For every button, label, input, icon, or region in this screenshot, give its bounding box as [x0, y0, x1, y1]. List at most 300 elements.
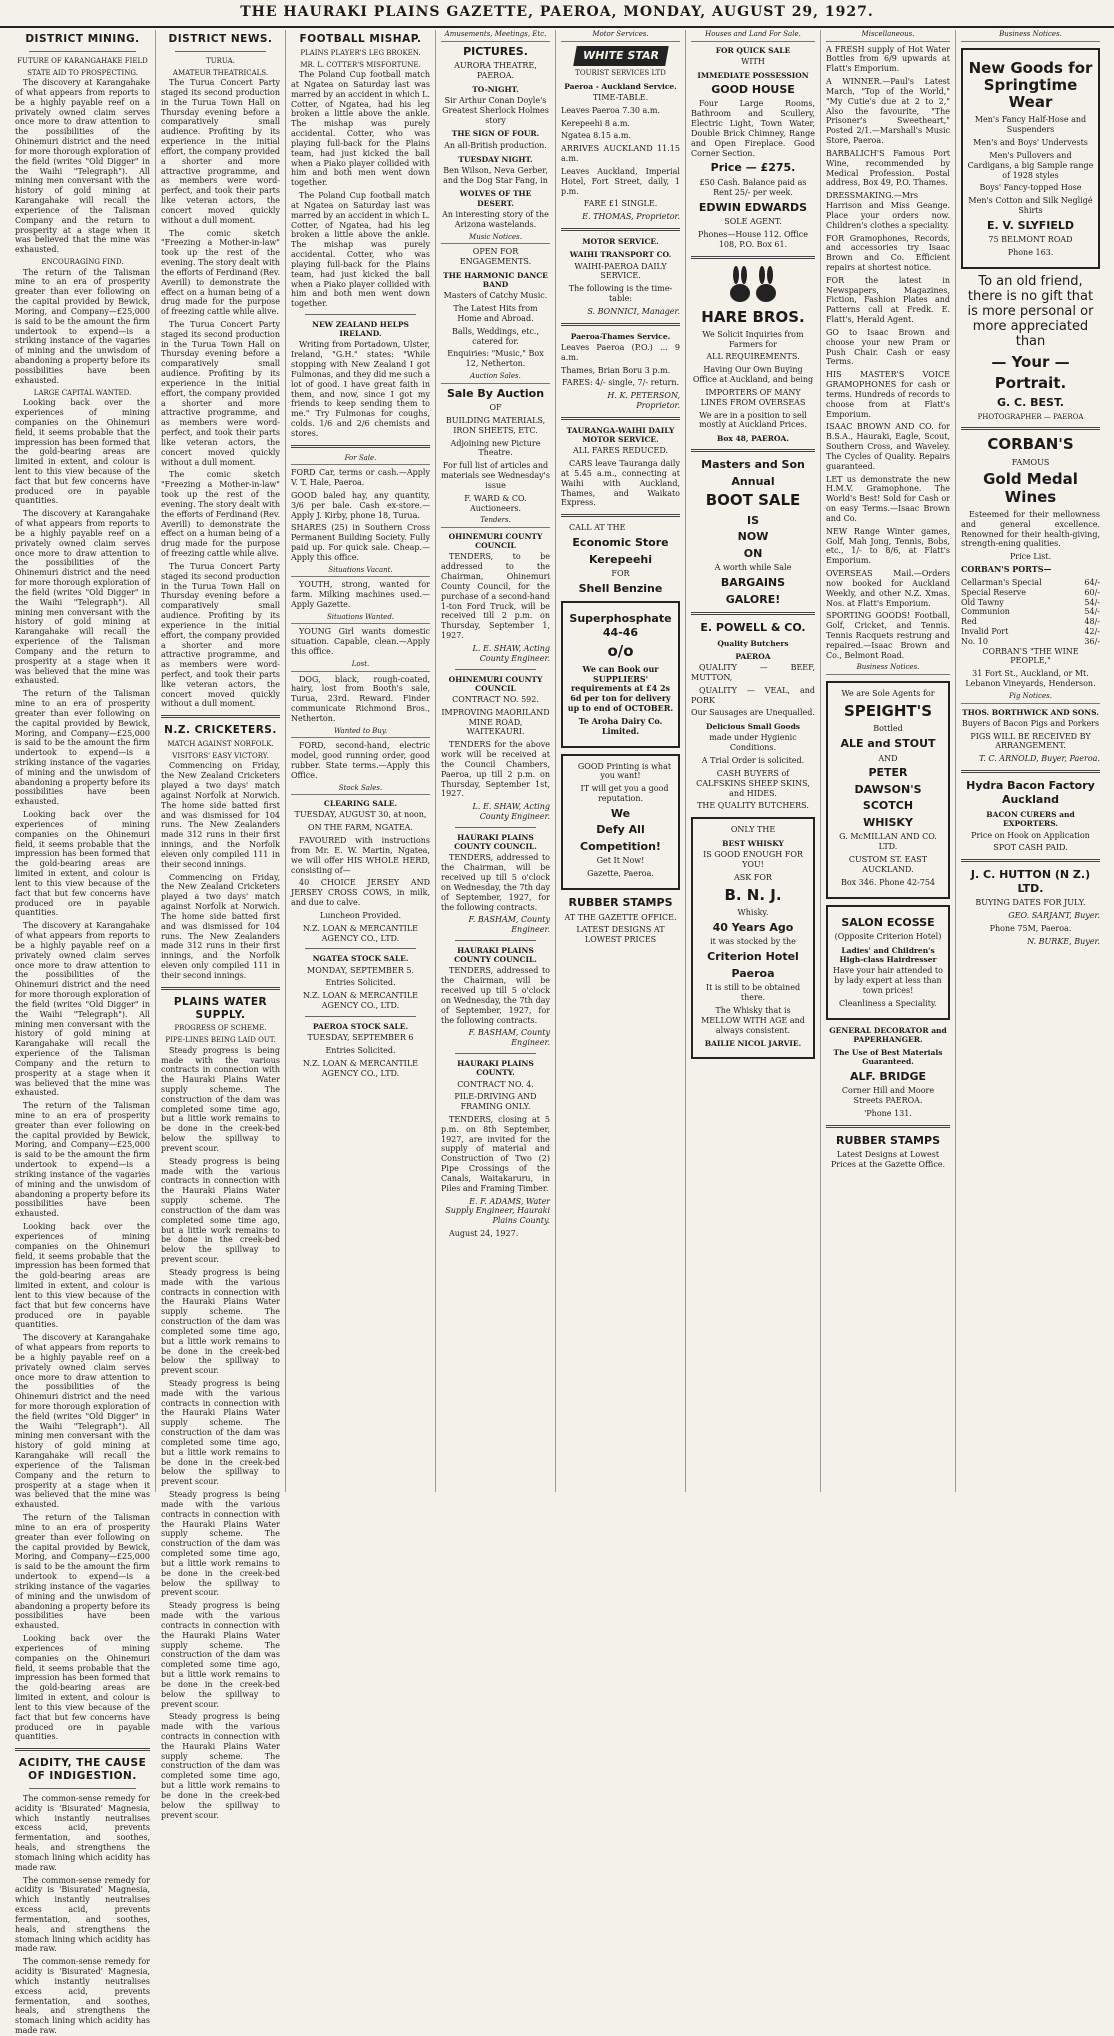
corban-wines: Gold Medal Wines [983, 470, 1078, 506]
divider [561, 417, 680, 420]
column-business [955, 30, 1105, 1492]
misc-ad: HIS MASTER'S VOICE GRAMOPHONES for cash or terms. Hundreds of records to choose from at Flatt's Emporium. [826, 370, 950, 419]
column-motor [555, 30, 685, 1492]
thames-fares: FARES: 4/- single, 7/- return. [561, 378, 680, 388]
divider [826, 1125, 950, 1128]
slyfield-line: Men's Pullovers and Cardigans, a big Sample range of 1928 styles [967, 150, 1094, 180]
music-line: The Latest Hits from Home and Abroad. [453, 304, 538, 323]
forsale-head: For Sale. [291, 454, 430, 466]
bnj-ask: ASK FOR [734, 872, 772, 882]
slyfield-phone: Phone 163. [1007, 248, 1054, 258]
white-star-logo [561, 46, 680, 66]
misc-ad: BARBALICH'S Famous Port Wine, recommended by Medical Profession. Postal address, Box 49, P.O. Thames. [826, 148, 950, 188]
misc-ad: FOR the latest in Newspapers, Magazines, Fiction, Fashion Plates and Patterns call at Fredk. E. Flatt's, Herald Agent. [826, 275, 950, 325]
col6-head: Houses and Land For Sale. [691, 30, 815, 42]
powell-buyers: CASH BUYERS of CALFSKINS SHEEP SKINS, and HIDES. [696, 768, 810, 798]
classified-ad: FORD Car, terms or cash.—Apply V. T. Hale, Paeroa. [291, 468, 430, 488]
bridge-mat: The Use of Best Materials Guaranteed. [833, 1048, 943, 1067]
auction-of: OF [489, 403, 502, 413]
mining-title: DISTRICT MINING. [25, 33, 140, 45]
column-amusements [435, 30, 555, 1492]
news-title: DISTRICT NEWS. [168, 33, 273, 45]
corban-item-price: 64/- [1084, 577, 1100, 587]
rabbit-icon [718, 265, 788, 305]
house-terms: £50 Cash. Balance paid as Rent 25/- per week. [699, 177, 807, 197]
mining-paragraph: The discovery at Karangahake of what appears from reports to be a highly payable reef on a privately owned claim serves once more to draw attention to the possibilities of the Ohinemuri district and the need for more thorough exploration of the field (writes "Old Digger" in the Waihi "Telegraph"). All mining men conversant with the history of gold mining at Karangahake will recall the experience of the Talisman Company and the return to prosperity at a stage when it was believed that the mine was exhausted. [15, 78, 150, 255]
clearing-date: TUESDAY, AUGUST 30, at noon, [294, 810, 427, 820]
music-head: Music Notices. [441, 233, 550, 245]
thames-line: Thames, Brian Boru 3 p.m. [561, 365, 671, 375]
divider [15, 1748, 150, 1751]
economic-for: FOR [611, 569, 630, 579]
cricket-sub2: VISITORS' EASY VICTORY. [172, 751, 269, 760]
divider [29, 51, 136, 52]
divider [691, 256, 815, 259]
corban-price-row [961, 617, 1100, 627]
best-sub: PHOTOGRAPHER — PAEROA [977, 412, 1084, 421]
hare-p5: We are in a position to sell mostly at Auckland Prices. [699, 410, 807, 430]
football-paragraph: The Poland Cup football match at Ngatea on Saturday last was marred by an accident in which L. Cotter, of Ngatea, had his leg broken a little above the ankle. The mishap was purely accidental. Cotter, who was playing full-back for the Plains team, had just kicked the ball when a Piako player collided with him and both men went down together. [291, 191, 430, 309]
hare-p4: IMPORTERS OF MANY LINES FROM OVERSEAS [700, 387, 806, 407]
tender-text: TENDERS, closing at 5 p.m. on 8th September, 1927, are invited for the supply of material and Construction of Two (2) Pipe Crossings of the Canals, Waitakaruru, in Piles and Framing Timber. [441, 1114, 550, 1193]
slyfield-line: Boys' Fancy-topped Hose [979, 183, 1082, 193]
divider [291, 445, 430, 448]
divider [561, 323, 680, 326]
best-name: G. C. BEST. [997, 396, 1064, 410]
stamps-l1: Latest Designs at Lowest Prices at the Gazette Office. [830, 1150, 946, 1169]
classified-ad: YOUNG Girl wants domestic situation. Capable, clean.—Apply this office. [291, 627, 430, 657]
hpc: HAURAKI PLAINS COUNTY. [457, 1059, 534, 1078]
economic-store: Economic Store [572, 536, 669, 550]
tender-sig: L. E. SHAW, Acting County Engineer. [472, 643, 550, 663]
bnj-only: ONLY THE [730, 825, 776, 835]
misc-ad: A WINNER.—Paul's Latest March, "Top of the World," "My Cutie's due at 2 to 2," Also the favourite, "The Prisoner's Sweetheart," Posted 2/1.—Marshall's Music Store, Paeroa. [826, 77, 950, 146]
hutton-title: J. C. HUTTON (N Z.) LTD. [970, 868, 1091, 895]
corban-p1: Esteemed for their mellowness and general excellence. Renowned for their health-giving, strength-ening qualities. [961, 509, 1100, 549]
house-agent: EDWIN EDWARDS [698, 200, 808, 214]
powell-place: PAEROA [735, 651, 771, 661]
speight-addr: CUSTOM ST. EAST AUCKLAND. [848, 855, 928, 874]
column-football [285, 30, 435, 1492]
col8-head: Business Notices. [961, 30, 1100, 42]
mining-paragraph: Looking back over the experiences of mining companies on the Ohinemuri field, it seems probable that the impression has been formed that the gold-bearing areas are limited in extent, and colour is lent to this view because of the fact that but few concerns have produced ore in payable quantities. [15, 1634, 150, 1742]
slyfield-line: Men's Cotton and Silk Negligé Shirts [968, 196, 1093, 215]
printing-q1: GOOD Printing is what you want! [577, 761, 672, 781]
printing-ad [561, 754, 680, 891]
mining-paragraph: The discovery at Karangahake of what appears from reports to be a highly payable reef on a privately owned claim serves once more to draw attention to the possibilities of the Ohinemuri district and the need for more thorough exploration of the field (writes "Old Digger" in the Waihi "Telegraph"). All mining men conversant with the history of gold mining at Karangahake will recall the experience of the Talisman Company and the return to prosperity at a stage when it was believed that the mine was exhausted. [15, 1333, 150, 1510]
powell-title: E. POWELL & CO. [700, 621, 806, 635]
timetable-line: Leaves Auckland, Imperial Hotel, Fort Street, daily, 1 p.m. [561, 166, 680, 196]
tender-text: TENDERS, addressed to the Chairman, will be received up till 5 o'clock on Wednesday, the 7th day of September, 1927, for the following contracts. [441, 853, 550, 912]
powell-saus: Our Sausages are Unequalled. [691, 708, 815, 718]
hutton-dates: BUYING DATES FOR JULY. [975, 898, 1086, 908]
rubber-at: AT THE GAZETTE OFFICE. [564, 912, 677, 922]
tue-desc: An interesting story of the Arizona wastelands. [442, 209, 549, 229]
hare-brand: HARE BROS. [701, 307, 805, 326]
water-paragraph: Steady progress is being made with the various contracts in connection with the Hauraki Plains Water supply scheme. The construction of the dam was completed some time ago, but a little work remains to be done in the creek-bed below the spillway to prevent scour. [161, 1045, 280, 1153]
mining-sub: FUTURE OF KARANGAHAKE FIELD [17, 56, 148, 65]
speight-agents: We are Sole Agents for [841, 689, 935, 699]
waihi-co: WAIHI TRANSPORT CO. [569, 250, 672, 260]
contract4: CONTRACT NO. 4. [457, 1079, 534, 1089]
divider [455, 940, 536, 941]
clearing-place: ON THE FARM, NGATEA. [308, 823, 413, 833]
mining-subhead: LARGE CAPITAL WANTED. [33, 388, 132, 397]
salon-title: SALON ECOSSE [841, 915, 935, 929]
bnj-whisky: Whisky. [737, 908, 769, 918]
water-title: PLAINS WATER SUPPLY. [173, 995, 268, 1021]
speight-brand: SPEIGHT'S [843, 701, 933, 720]
corban-item-name: No. 10 [961, 636, 988, 646]
best-l3: Portrait. [994, 373, 1067, 392]
music-line: OPEN FOR ENGAGEMENTS. [459, 247, 532, 266]
speight-whisky: WHISKY [863, 815, 913, 829]
timetable-line: Kerepeehi 8 a.m. [561, 118, 630, 128]
mining-paragraph: The return of the Talisman mine to an era of prosperity greater than ever following on the capital provided by Bewick, Moring, and Company—£25,000 is said to be the amount the firm undertook to expend—is a striking instance of the vagaries of mining and the unwisdom of abandoning a property before its possibilities have been exhausted. [15, 689, 150, 807]
slyfield-line: Men's Fancy Half-Hose and Suspenders [974, 115, 1087, 135]
bnj-paeroa: Paeroa [731, 966, 775, 980]
slyfield-addr: 75 BELMONT ROAD [988, 235, 1073, 245]
rubber-designs: LATEST DESIGNS AT LOWEST PRICES [576, 925, 665, 945]
acidity-paragraph: The common-sense remedy for acidity is 'Bisurated' Magnesia, which instantly neutralises excess acid, prevents fermentation, and soothes, heals, and strengthens the stomach lining which acidity has made raw. [15, 1957, 150, 2036]
pictures-title: PICTURES. [463, 44, 528, 58]
speight-head: Business Notices. [826, 663, 950, 675]
divider [161, 987, 280, 990]
auction-title: Sale By Auction [446, 386, 545, 400]
misc-ad: OVERSEAS Mail.—Orders now booked for Auckland Weekly, and other N.Z. Xmas. Nos. at Flatt's Emporium. [826, 569, 950, 608]
hutton-name: GEO. SARJANT, Buyer. [1008, 911, 1100, 921]
water-paragraph: Steady progress is being made with the various contracts in connection with the Hauraki Plains Water supply scheme. The construction of the dam was completed some time ago, but a little work remains to be done in the creek-bed below the spillway to prevent scour. [161, 1156, 280, 1265]
wanted-head: Situations Wanted. [291, 613, 430, 625]
printing-we: We [610, 806, 631, 820]
news-paragraph: The Turua Concert Party staged its second production in the Turua Town Hall on Thursday evening before a comparatively small audience. Profiting by its experience in the initial effort, the company provided a shorter and more attractive programme, and as members were word-perfect, and took their parts like veteran actors, the concert moved quickly without a dull moment. [161, 320, 280, 467]
tuesday: TUESDAY NIGHT. [458, 154, 533, 164]
misc-ad: ISAAC BROWN AND CO. for B.S.A., Hauraki, Eagle, Scout, Southern Cross, and Waveley. The Cycles of Quality. Repairs guaranteed. [826, 422, 950, 471]
hutton-burke: N. BURKE, Buyer. [1027, 936, 1100, 946]
auction-firm: F. WARD & CO. Auctioneers. [464, 493, 527, 513]
mining-paragraph: The discovery at Karangahake of what appears from reports to be a highly payable reef on a privately owned claim serves once more to draw attention to the possibilities of the Ohinemuri district and the need for more thorough exploration of the field (writes "Old Digger" in the Waihi "Telegraph"). All mining men conversant with the history of gold mining at Karangahake will recall the experience of the Talisman Company and the return to prosperity at a stage when it was believed that the mine was exhausted. [15, 921, 150, 1098]
classified-ad: YOUTH, strong, wanted for farm. Milking machines used.—Apply Gazette. [291, 580, 430, 610]
hpcc: HAURAKI PLAINS COUNTY COUNCIL. [454, 946, 537, 965]
corban-item-price: 60/- [1084, 587, 1100, 597]
corban-ports: CORBAN'S PORTS— [961, 564, 1052, 575]
corban-price-row [961, 627, 1100, 637]
speight-scotch: SCOTCH [862, 799, 914, 813]
cricket-paragraph: Commencing on Friday, the New Zealand Cricketers played a two days' match against Norfolk at Norwich. The home side batted first and was dismissed for 104 runs. The New Zealanders made 312 runs in their first innings, and the Norfolk eleven only compiled 111 in their second innings. [161, 761, 280, 869]
divider [161, 715, 280, 718]
printing-gaz: Gazette, Paeroa. [587, 869, 654, 879]
misc-ad: GO to Isaac Brown and choose your new Pram or Push Chair. Cash or easy Terms. [826, 327, 950, 367]
corban-item-name: Special Reserve [961, 587, 1026, 597]
economic-place: Kerepeehi [588, 552, 653, 566]
hydra-sub: BACON CURERS and EXPORTERS. [986, 810, 1075, 829]
col5-head: Motor Services. [561, 30, 680, 42]
divider [305, 948, 416, 949]
film-title: THE SIGN OF FOUR. [451, 129, 540, 139]
council: OHINEMURI COUNTY COUNCIL [448, 532, 543, 551]
waihi-mgr: S. BONNICI, Manager. [587, 306, 680, 316]
powell-q1: QUALITY — BEEF, MUTTON, [691, 663, 815, 682]
fig-head: Pig Notices. [961, 692, 1100, 704]
water-sub: PROGRESS OF SCHEME. [174, 1024, 267, 1033]
rubber-title: RUBBER STAMPS [568, 896, 673, 910]
tauranga-p: CARS leave Tauranga daily at 5.45 a.m., connecting at Waihi with Auckland, Thames, and Waikato Express. [561, 459, 680, 508]
hare-logo [691, 265, 815, 305]
boot-galore: GALORE! [725, 592, 781, 606]
misc-ad: FOR Gramophones, Records, and accessories try Isaac Brown and Co. Efficient repairs at shortest notice. [826, 233, 950, 272]
printing-get: Get It Now! [596, 856, 645, 866]
salon-ad [826, 905, 950, 1020]
slyfield-ad [961, 48, 1100, 269]
salon-l3: Cleanliness a Speciality. [839, 998, 937, 1008]
band-name: THE HARMONIC DANCE BAND [443, 270, 548, 289]
water-paragraph: Steady progress is being made with the various contracts in connection with the Hauraki Plains Water supply scheme. The construction of the dam was completed some time ago, but a little work remains to be done in the creek-bed below the spillway to prevent scour. [161, 1379, 280, 1487]
speight-bottled: Bottled [873, 724, 903, 734]
mining-paragraph: Looking back over the experiences of mining companies on the Ohinemuri field, it seems probable that the impression has been formed that the gold-bearing areas are limited in extent, and colour is lent to this view because of the fact that but few concerns have produced ore in payable quantities. [15, 1222, 150, 1330]
film-note: An all-British production. [444, 140, 547, 150]
hpcc: HAURAKI PLAINS COUNTY COUNCIL. [454, 832, 537, 852]
acidity-title: ACIDITY, THE CAUSE OF INDIGESTION. [18, 1757, 147, 1783]
divider [305, 1016, 416, 1017]
agency: N.Z. LOAN & MERCANTILE AGENCY CO., LTD. [303, 991, 418, 1011]
hare-p3: Having Our Own Buying Office at Auckland, and being [692, 365, 814, 385]
tenders-head: Tenders. [441, 516, 550, 528]
boot-now: NOW [737, 530, 769, 544]
misc-ad: LET us demonstrate the new H.M.V. Gramophone. The World's Best! Sold for Cash or on easy Terms.—Isaac Brown and Co. [826, 474, 950, 523]
corban-item-price: 42/- [1084, 626, 1100, 636]
speight-peter: PETER [868, 766, 908, 780]
misc-ad: DRESSMAKING.—Mrs Harrison and Miss Geange. Place your orders now. Children's clothes a speciality. [826, 191, 950, 230]
tender-sig: F. BASHAM, County Engineer. [468, 915, 550, 935]
corban-item-name: Old Tawny [961, 597, 1004, 607]
paeroa-sale: PAEROA STOCK SALE. [312, 1021, 409, 1031]
corban-item-price: 54/- [1084, 597, 1100, 607]
superphosphate-title: Superphosphate 44-46 [569, 612, 672, 639]
slyfield-name: E. V. SLYFIELD [986, 218, 1075, 232]
tender-sig: L. E. SHAW, Acting County Engineer. [472, 802, 550, 822]
house-desc: Four Large Rooms, Bathroom and Scullery, Electric Light, Town Water, Double Brick Chimney, Range and Open Fireplace. Good Corner Section. [691, 99, 815, 158]
bridge-title: GENERAL DECORATOR and PAPERHANGER. [829, 1025, 947, 1044]
football-sub: PLAINS PLAYER'S LEG BROKEN. [300, 48, 421, 57]
boot-annual: Annual [731, 474, 775, 488]
boot-on: ON [743, 546, 763, 560]
printing-defy: Defy All [596, 823, 645, 837]
classified-ad: GOOD baled hay, any quantity, 3/6 per bale. Cash ex-store.—Apply J. Kirby, phone 18, Turua. [291, 490, 430, 520]
divider [691, 449, 815, 452]
bridge-name: ALF. BRIDGE [849, 1069, 927, 1083]
stock-paragraph: 40 CHOICE JERSEY AND JERSEY CROSS COWS, in milk, and due to calve. [291, 878, 430, 908]
timetable-line: Ngatea 8.15 a.m. [561, 131, 631, 141]
cricket-title: N.Z. CRICKETERS. [164, 724, 277, 737]
hare-p2: ALL REQUIREMENTS. [706, 352, 800, 362]
bnj-years: 40 Years Ago [712, 920, 794, 934]
pile: PILE-DRIVING AND FRAMING ONLY. [454, 1092, 537, 1112]
salon-l2: Have your hair attended to by lady expert at less than town prices! [833, 966, 943, 995]
column-houses [685, 30, 820, 1492]
water-paragraph: Steady progress is being made with the various contracts in connection with the Hauraki Plains Water supply scheme. The construction of the dam was completed some time ago, but a little work remains to be done in the creek-bed below the spillway to prevent scour. [161, 1712, 280, 1820]
bnj-best: BEST WHISKY [722, 839, 784, 849]
col4-head: Amusements, Meetings, Etc. [441, 30, 550, 42]
mining-paragraph: Looking back over the experiences of mining companies on the Ohinemuri field, it seems probable that the impression has been formed that the gold-bearing areas are limited in extent, and colour is lent to this view because of the fact that but few concerns have produced ore in payable quantities. [15, 810, 150, 918]
speight-ale: ALE and STOUT [840, 736, 936, 750]
timetable-line: Leaves Paeroa 7.30 a.m. [561, 105, 660, 115]
corban-pl: Price List. [1009, 552, 1052, 562]
house-price: Price — £275. [710, 161, 796, 175]
music-line: Masters of Catchy Music. [443, 291, 548, 301]
entries: Entries Solicited. [325, 1045, 396, 1055]
stock-paragraph: FAVOURED with instructions from Mr. E. W. Martin, Ngatea, we will offer HIS WHOLE HERD, consisting of— [291, 836, 430, 875]
mining-subhead: ENCOURAGING FIND. [41, 258, 124, 267]
agency: N.Z. LOAN & MERCANTILE AGENCY CO., LTD. [303, 1058, 418, 1078]
bnj-still: It is still to be obtained there. [705, 983, 801, 1003]
superphosphate-p: We can Book our SUPPLIERS' requirements at £4 2s 6d per ton for delivery up to end of OCTOBER. [567, 663, 674, 714]
thames-title: Paeroa-Thames Service. [570, 331, 671, 341]
white-star-sub: TOURIST SERVICES LTD [575, 69, 666, 78]
fig-recv: PIGS WILL BE RECEIVED BY ARRANGEMENT. [970, 731, 1091, 751]
lost-head: Lost. [291, 660, 430, 672]
divider [455, 1053, 536, 1054]
tender-text: TENDERS, addressed to the Chairman, will be received up till 5 o'clock on Wednesday, the 7th day of September, 1927, for the following contracts. [441, 966, 550, 1025]
powell-small: Delicious Small Goods [705, 722, 801, 732]
benzine: Shell Benzine [578, 581, 663, 595]
corban-item-name: Communion [961, 607, 1010, 617]
tonight: TO-NIGHT. [472, 84, 519, 94]
slyfield-title: New Goods for Springtime Wear [968, 58, 1093, 112]
mining-paragraph: The return of the Talisman mine to an era of prosperity greater than ever following on the capital provided by Bewick, Moring, and Company—£25,000 is said to be the amount the firm undertook to expend—is a striking instance of the vagaries of mining and the unwisdom of abandoning a property before its possibilities have been exhausted. [15, 1101, 150, 1219]
corban-famous: FAMOUS [1011, 457, 1050, 467]
buy-head: Wanted to Buy. [291, 727, 430, 739]
speight-and: AND [878, 753, 898, 763]
theatre: AURORA THEATRE, PAEROA. [454, 61, 537, 80]
tue-film: WOLVES OF THE DESERT. [459, 189, 532, 208]
thames-line: Leaves Paeroa (P.O.) ... 9 a.m. [561, 342, 680, 362]
mining-paragraph: The return of the Talisman mine to an era of prosperity greater than ever following on the capital provided by Bewick, Moring, and Company—£25,000 is said to be the amount the firm undertook to expend—is a striking instance of the vagaries of mining and the unwisdom of abandoning a property before its possibilities have been exhausted. [15, 1513, 150, 1631]
stamps-title: RUBBER STAMPS [835, 1133, 940, 1147]
column-misc [820, 30, 955, 1492]
divider [961, 859, 1100, 862]
cricket-sub: MATCH AGAINST NORFOLK. [167, 740, 274, 749]
corban-addr: 31 Fort St., Auckland, or Mt. Lebanon Vineyards, Henderson. [965, 669, 1096, 689]
powell-sig: THE QUALITY BUTCHERS. [697, 801, 809, 811]
hare-p1: We Solicit Inquiries from Farmers for [702, 329, 804, 349]
speight-dawson: DAWSON'S [854, 782, 922, 796]
divider [455, 669, 536, 670]
council: OHINEMURI COUNTY COUNCIL [448, 674, 543, 693]
divider [961, 770, 1100, 773]
bnj-mellow: The Whisky that is MELLOW WITH AGE and always consistent. [701, 1005, 805, 1035]
house-sole: SOLE AGENT. [724, 217, 782, 227]
tender-date: August 24, 1927. [449, 1229, 519, 1239]
corban-item-price: 48/- [1084, 617, 1100, 627]
cricket-paragraph: Commencing on Friday, the New Zealand Cricketers played a two days' match against Norfolk at Norwich. The home side batted first and was dismissed for 104 runs. The New Zealanders made 312 runs in their first innings, and the Norfolk eleven only compiled 111 in their second innings. [161, 872, 280, 980]
music-line: Enquiries: "Music," Box 12, Netherton. [447, 349, 544, 369]
slyfield-line: Men's and Boys' Undervests [973, 138, 1088, 148]
divider [305, 314, 416, 315]
boot-worth: A worth while Sale [714, 563, 792, 573]
column-mining [10, 30, 155, 2036]
powell-trial: A Trial Order is solicited. [701, 756, 805, 766]
auction-items: BUILDING MATERIALS, IRON SHEETS, ETC. [445, 415, 546, 435]
tue-cast: Ben Wilson, Neva Gerber, and the Dog Star Fang, in [443, 165, 548, 185]
news-sub: TURUA. [206, 56, 235, 65]
salon-l1: Ladies' and Children's High-class Hairdresser [839, 945, 937, 965]
improving: IMPROVING MAORILAND MINE ROAD, WAITEKAURI. [441, 707, 550, 737]
classified-ad: FORD, second-hand, electric model, good running order, good rubber. State terms.—Apply this Office. [291, 741, 430, 780]
fig-buy: Buyers of Bacon Pigs and Porkers [961, 718, 1100, 728]
boot-firm: Masters and Son [701, 458, 805, 472]
powell-made: made under Hygienic Conditions. [709, 733, 797, 753]
corban-price-row [961, 578, 1100, 588]
corban-price-row [961, 598, 1100, 608]
auction-where: Adjoining new Picture Theatre. [450, 438, 541, 458]
best-l1: To an old friend, there is no gift that is more personal or more appreciated than [967, 273, 1094, 349]
tender-sig: E. F. ADAMS, Water Supply Engineer, Hauraki Plains County. [445, 1196, 550, 1226]
tauranga-title: TAURANGA-WAIHI DAILY MOTOR SERVICE. [566, 425, 675, 445]
tender-text: TENDERS for the above work will be received at the Council Chambers, Paeroa, up till 2 p.m. on Thursday, September 1st, 1927. [441, 740, 550, 799]
mining-paragraph: The return of the Talisman mine to an era of prosperity greater than ever following on the capital provided by Bewick, Moring, and Company—£25,000 is said to be the amount the firm undertook to expend—is a striking instance of the vagaries of mining and the unwisdom of abandoning a property before its possibilities have been exhausted. [15, 267, 150, 385]
house-phones: Phones—House 112. Office 108, P.O. Box 61. [697, 229, 809, 249]
white-star-brand: WHITE STAR [573, 46, 668, 66]
boot-sale: BOOT SALE [705, 491, 801, 510]
corban-price-row [961, 588, 1100, 598]
classified-ad: DOG, black, rough-coated, hairy, lost from Booth's sale, Turua, 23rd. Reward. Finder communicate Richmond Bros., Netherton. [291, 674, 430, 723]
misc-ad: SPORTING GOODS! Football, Golf, Cricket, and Tennis. Tennis Racquets restrung and repaired.—Isaac Brown and Co., Belmont Road. [826, 611, 950, 660]
hydra-price: Price on Hook on Application [971, 830, 1090, 840]
salon-sub: (Opposite Criterion Hotel) [834, 932, 942, 942]
vacant-head: Situations Vacant. [291, 566, 430, 578]
corban-title: CORBAN'S [987, 435, 1074, 454]
house-with: WITH [741, 56, 765, 66]
football-title: FOOTBALL MISHAP. [299, 33, 422, 45]
printing-comp: Competition! [580, 839, 661, 853]
tender-sig: F. BASHAM, County Engineer. [468, 1028, 550, 1048]
auction-note: For full list of articles and materials see Wednesday's issue [441, 461, 550, 490]
auction-head: Auction Sales. [441, 372, 550, 384]
mining-paragraph: Looking back over the experiences of mining companies on the Ohinemuri field, it seems probable that the impression has been formed that the gold-bearing areas are limited in extent, and colour is lent to this view because of the fact that but few concerns have produced ore in payable quantities. [15, 398, 150, 506]
hydra-cash: SPOT CASH PAID. [993, 843, 1068, 853]
news-paragraph: The comic sketch "Freezing a Mother-in-law" took up the rest of the evening. The story dealt with the efforts of Ferdinand (Rev. Averill) to demonstrate the effect on a human being of a drug made for the purpose of freezing cattle while alive. [161, 470, 280, 559]
hutton-phone: Phone 75M, Paeroa. [989, 923, 1072, 933]
masthead [0, 0, 1114, 28]
corban-item-name: Cellarman's Special [961, 577, 1042, 587]
news-sub2: AMATEUR THEATRICALS. [172, 68, 269, 77]
hare-box: Box 48, PAEROA. [717, 434, 789, 444]
fare: FARE £1 SINGLE. [583, 199, 658, 209]
bnj-hotel: Criterion Hotel [707, 950, 799, 964]
helpers-paragraph: Writing from Portadown, Ulster, Ireland, "G.H." states: "While stopping with New Zealand I got Fulmonas, and they did me such a lot of good. I have great faith in them, and now, since I got my friends to keep sending them to me." Try Fulmonas for coughs, colds. 1/6 and 2/6 chemists and stores. [291, 340, 430, 438]
powell-q2: QUALITY — VEAL, and PORK [691, 685, 815, 705]
proprietor: E. THOMAS, Proprietor. [582, 212, 680, 222]
corban-firm: CORBAN'S "THE WINE PEOPLE," [982, 646, 1079, 666]
waihi-head: MOTOR SERVICE. [582, 237, 659, 247]
speight-firm: G. McMILLAN AND CO. LTD. [839, 832, 937, 852]
divider [29, 1788, 136, 1789]
col7-head: Miscellaneous. [826, 30, 950, 42]
divider [455, 827, 536, 828]
call: CALL AT THE [569, 523, 626, 533]
speight-ad [826, 681, 950, 898]
acidity-paragraph: The common-sense remedy for acidity is 'Bisurated' Magnesia, which instantly neutralises excess acid, prevents fermentation, and soothes, heals, and strengthens the stomach lining which acidity has made raw. [15, 1875, 150, 1954]
speight-box: Box 346. Phone 42-754 [840, 877, 936, 887]
divider [175, 51, 266, 52]
printing-q2: IT will get you a good reputation. [580, 784, 669, 803]
timetable-line: ARRIVES AUCKLAND 11.15 a.m. [561, 144, 680, 164]
mining-paragraph: The discovery at Karangahake of what appears from reports to be a highly payable reef on a privately owned claim serves once more to draw attention to the possibilities of the Ohinemuri district and the need for more thorough exploration of the field (writes "Old Digger" in the Waihi "Telegraph"). All mining men conversant with the history of gold mining at Karangahake will recall the experience of the Talisman Company and the return to prosperity at a stage when it was believed that the mine was exhausted. [15, 509, 150, 686]
bnj-ad [691, 817, 815, 1058]
divider [561, 514, 680, 517]
divider [961, 427, 1100, 430]
news-paragraph: The Turua Concert Party staged its second production in the Turua Town Hall on Thursday evening before a comparatively small audience. Profiting by its experience in the initial effort, the company provided a shorter and more attractive programme, and as members were word-perfect, and took their parts like veteran actors, the concert moved quickly without a dull moment. [161, 561, 280, 709]
